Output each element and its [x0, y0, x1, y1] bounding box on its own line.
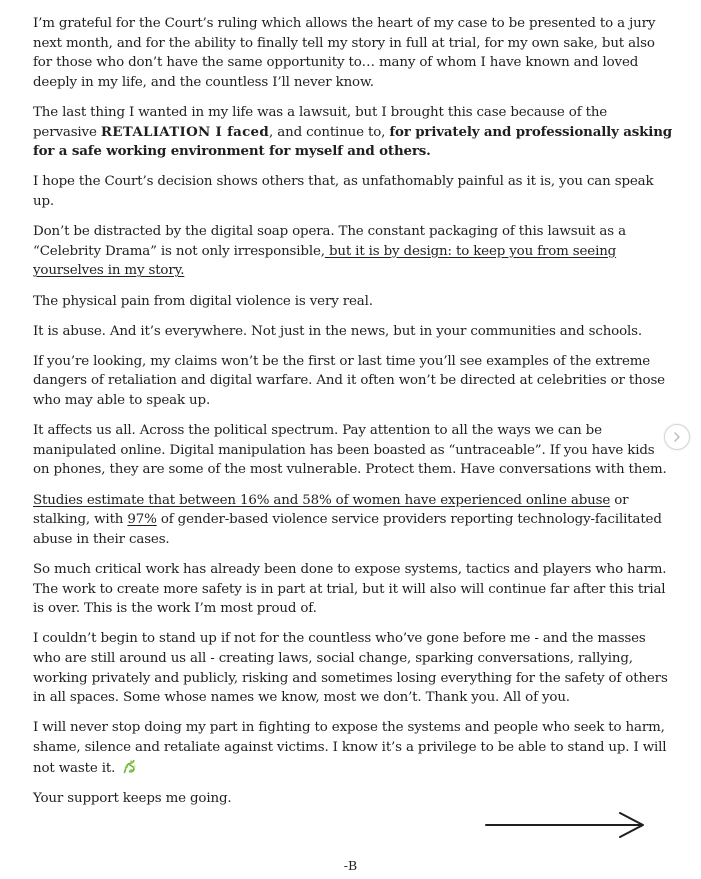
- carousel-next-button[interactable]: [664, 424, 690, 450]
- statement-body: [33, 14, 673, 819]
- paragraph-affects-us-all: [33, 421, 673, 480]
- paragraph-speak-up-text: I hope the Court’s decision shows others that, as unfathomably painful as it is, you can speak up.: [33, 174, 654, 209]
- paragraph-soap-opera-text: Don’t be distracted by the digital soap opera. The constant packaging of this lawsuit as a “Celebrity Drama” is not only irresponsible,: [33, 224, 626, 259]
- long-right-arrow-icon: [484, 811, 646, 839]
- vine-emoji-icon: [121, 758, 138, 775]
- paragraph-physical-pain-text: The physical pain from digital violence is very real.: [33, 293, 373, 309]
- paragraph-never-stop-text: I will never stop doing my part in fighting to expose the systems and people who seek to harm, shame, silence and retaliate against victims. I know it’s a privilege to be able to stand up. I will not waste it.: [33, 720, 667, 776]
- safe-workplace-emphasis: for privately and professionally asking for a safe working environment for myself and others.: [33, 123, 673, 160]
- paragraph-abuse-text: It is abuse. And it’s everywhere. Not just in the news, but in your communities and schools.: [33, 323, 642, 339]
- paragraph-lawsuit-text: The last thing I wanted in my life was a lawsuit, but I brought this case because of the pervasive: [33, 104, 608, 140]
- paragraph-countless-text: I couldn’t begin to stand up if not for the countless who’ve gone before me - and the masses who are still around us all - creating laws, social change, sparking conversations, rallying, working privately and publicly, risking and sometimes losing everything for the safety of others in all spaces. Some whose names we know, most we don’t. Thank you. All of you.: [33, 631, 668, 706]
- paragraph-grateful-text: I’m grateful for the Court’s ruling which allows the heart of my case to be presented to a jury next month, and for the ability to finally tell my story in full at trial, for my own sake, but also for those who don’t have the same opportunity to… many of whom I have known and loved deeply in my life, and the countless I’ll never know.: [33, 16, 656, 90]
- paragraph-support: [33, 789, 673, 809]
- paragraph-lawsuit-continue: , and continue to,: [269, 124, 390, 140]
- ninety-seven-percent-link[interactable]: 97%: [127, 512, 157, 528]
- retaliation-emphasis: RETALIATION I faced: [100, 123, 270, 140]
- paragraph-countless: [33, 629, 673, 707]
- paragraph-looking: [33, 352, 673, 411]
- paragraph-soap-opera: [33, 222, 673, 281]
- paragraph-studies-rest: of gender-based violence service providers reporting technology-facilitated abuse in their cases.: [33, 512, 662, 547]
- by-design-underlined: but it is by design: to keep you from seeing yourselves in my story.: [33, 243, 617, 279]
- signature: -B: [343, 858, 358, 873]
- paragraph-grateful: [33, 14, 673, 92]
- chevron-right-icon: [671, 431, 683, 443]
- paragraph-lawsuit: [33, 103, 673, 162]
- paragraph-speak-up: [33, 172, 673, 211]
- paragraph-never-stop: [33, 718, 673, 778]
- paragraph-studies-text: or stalking, with: [33, 492, 629, 528]
- paragraph-critical-work-text: So much critical work has already been done to expose systems, tactics and players who harm. The work to create more safety is in part at trial, but it will also will continue far after this trial is over. This is the work I’m most proud of.: [33, 562, 667, 617]
- paragraph-support-text: Your support keeps me going.: [33, 790, 232, 806]
- paragraph-studies: [33, 491, 673, 550]
- paragraph-critical-work: [33, 560, 673, 619]
- paragraph-affects-us-all-text: It affects us all. Across the political spectrum. Pay attention to all the ways we can be manipulated online. Digital manipulation has been boasted as “untraceable”. If you have kids on phones, they are some of the most vulnerable. Protect them. Have conversations with them.: [33, 423, 667, 478]
- paragraph-abuse: [33, 322, 673, 342]
- paragraph-physical-pain: [33, 292, 673, 312]
- studies-link[interactable]: Studies estimate that between 16% and 58% of women have experienced online abuse: [33, 492, 611, 508]
- paragraph-looking-text: If you’re looking, my claims won’t be the first or last time you’ll see examples of the extreme dangers of retaliation and digital warfare. And it often won’t be directed at celebrities or those who may able to speak up.: [33, 353, 665, 409]
